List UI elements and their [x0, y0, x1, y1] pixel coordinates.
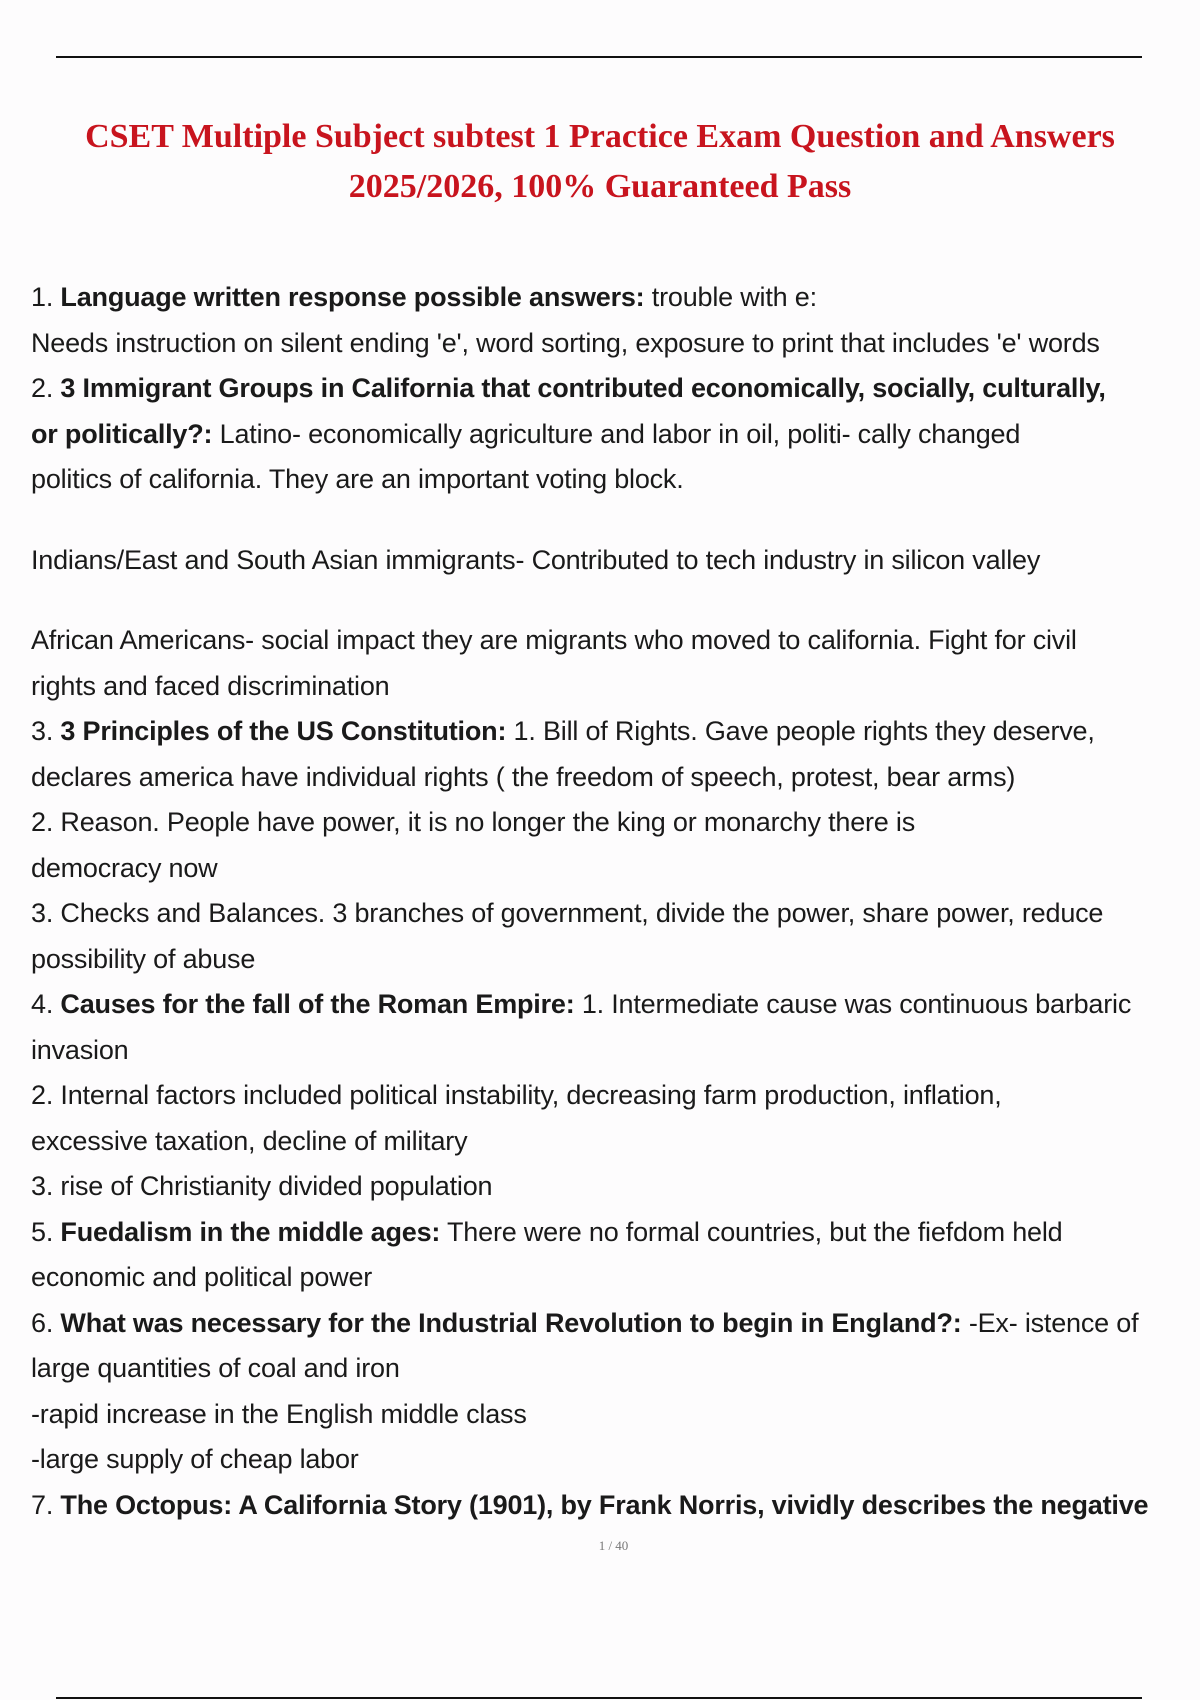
question: Language written response possible answers:: [60, 282, 645, 312]
answer-line: African Americans- social impact they are migrants who moved to california. Fight for civil: [31, 625, 1077, 655]
answer: 1. Bill of Rights. Gave people rights they deserve,: [506, 716, 1095, 746]
answer-line: 3. Checks and Balances. 3 branches of government, divide the power, share power, reduce: [31, 898, 1104, 928]
answer-line: Needs instruction on silent ending 'e', word sorting, exposure to print that includes 'e' words: [31, 327, 1100, 358]
question: Fuedalism in the middle ages:: [60, 1216, 441, 1247]
answer-line: 3. rise of Christianity divided population: [31, 1171, 493, 1201]
question: or politically?:: [31, 418, 213, 449]
answer-line: 2. Internal factors included political instability, decreasing farm production, inflation,: [31, 1080, 1002, 1110]
answer: -Ex- istence of: [961, 1307, 1139, 1338]
document-title: [40, 112, 1160, 212]
answer: trouble with e:: [644, 282, 817, 312]
answer-line: Indians/East and South Asian immigrants- Contributed to tech industry in silicon valley: [31, 544, 1041, 575]
question: The Octopus: A California Story (1901), by Frank Norris, vividly describes the negative: [60, 1489, 1149, 1520]
question: 3 Principles of the US Constitution:: [60, 716, 507, 746]
answer-line: invasion: [31, 1034, 129, 1065]
top-rule: [56, 56, 1142, 58]
page-number: 1 / 40: [598, 1538, 629, 1553]
answer: There were no formal countries, but the fiefdom held: [440, 1216, 1063, 1247]
question: Causes for the fall of the Roman Empire:: [60, 989, 575, 1019]
answer-line: declares america have individual rights ( the freedom of speech, protest, bear arms): [31, 761, 1016, 792]
list-item: 4. Causes for the fall of the Roman Empire: 1. Intermediate cause was continuous barbaric: [31, 989, 1132, 1019]
answer: Latino- economically agriculture and labor in oil, politi- cally changed: [212, 418, 1021, 449]
list-item: 5. Fuedalism in the middle ages: There were no formal countries, but the fiefdom held: [31, 1216, 1063, 1247]
answer-line: 2. Reason. People have power, it is no longer the king or monarchy there is: [31, 807, 916, 837]
answer-line: economic and political power: [31, 1262, 373, 1292]
answer-line: politics of california. They are an important voting block.: [31, 464, 684, 494]
answer-line: large quantities of coal and iron: [31, 1353, 400, 1383]
answer-line: possibility of abuse: [31, 943, 256, 974]
list-item: 6. What was necessary for the Industrial Revolution to begin in England?: -Ex- istence of: [31, 1307, 1139, 1338]
question: 3 Immigrant Groups in California that contributed economically, socially, culturally,: [60, 373, 1106, 403]
answer-line: -large supply of cheap labor: [31, 1444, 359, 1474]
list-item-cont: [31, 412, 1191, 458]
bottom-rule: [56, 1697, 1142, 1699]
title-line-2: 2025/2026, 100% Guaranteed Pass: [348, 168, 852, 205]
list-item: 2. 3 Immigrant Groups in California that contributed economically, socially, culturally,: [31, 373, 1106, 403]
list-item: 3. 3 Principles of the US Constitution: 1. Bill of Rights. Gave people rights they deserve,: [31, 716, 1095, 746]
qa-list: [31, 275, 1191, 1528]
answer-line: excessive taxation, decline of military: [31, 1125, 468, 1156]
answer-line: rights and faced discrimination: [31, 670, 390, 701]
list-item: 7. The Octopus: A California Story (1901), by Frank Norris, vividly describes the negative: [31, 1489, 1149, 1520]
answer: 1. Intermediate cause was continuous barbaric: [574, 989, 1132, 1019]
title-line-1: CSET Multiple Subject subtest 1 Practice Exam Question and Answers: [85, 118, 1115, 155]
question: What was necessary for the Industrial Revolution to begin in England?:: [60, 1307, 962, 1338]
answer-line: democracy now: [31, 852, 218, 883]
answer-line: -rapid increase in the English middle class: [31, 1398, 527, 1429]
list-item: 1. Language written response possible answers: trouble with e:: [31, 282, 817, 312]
